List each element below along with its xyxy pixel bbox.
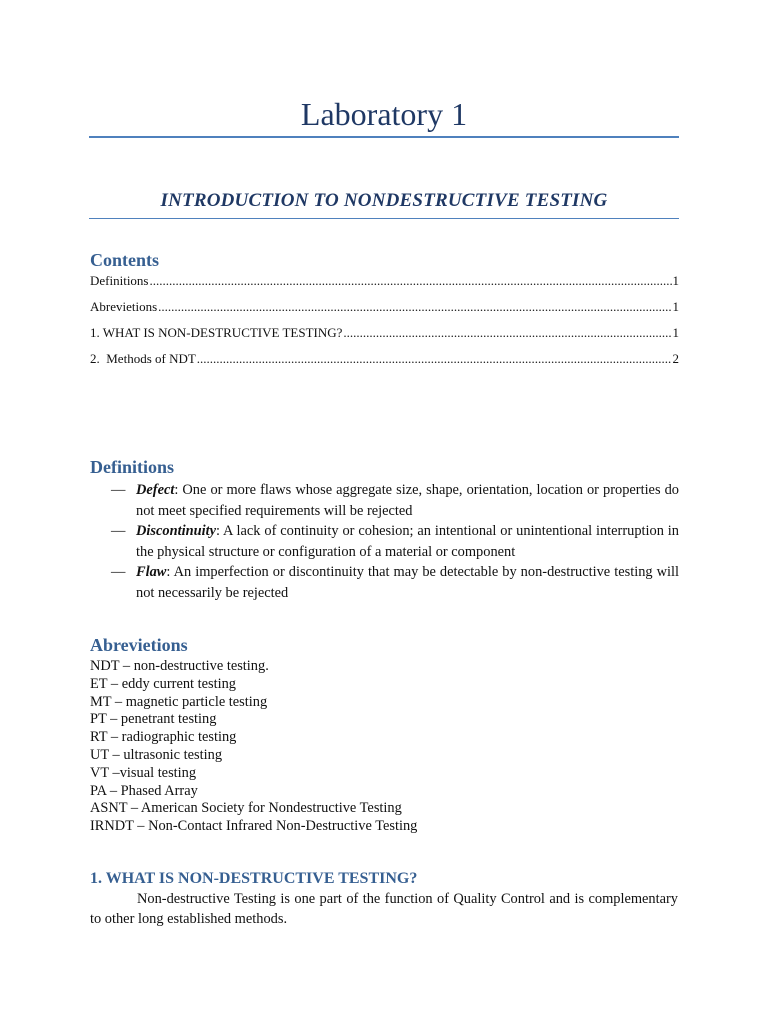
em-dash-bullet: —	[111, 482, 126, 498]
definition-term: Defect	[136, 482, 175, 498]
abbreviation-item: UT – ultrasonic testing	[90, 746, 223, 763]
definition-term: Discontinuity	[136, 523, 216, 540]
toc-entry-label: Definitions	[90, 273, 149, 288]
table-of-contents	[90, 272, 679, 376]
definitions-list	[111, 480, 679, 604]
toc-entry-what-is-ndt[interactable]	[90, 324, 679, 350]
abbreviation-item: MT – magnetic particle testing	[90, 693, 268, 710]
abbreviation-item: NDT – non-destructive testing.	[90, 658, 269, 674]
definition-item	[111, 562, 679, 603]
toc-entry-page: 2	[672, 351, 679, 366]
toc-entry-label: 1. WHAT IS NON-DESTRUCTIVE TESTING?	[90, 325, 343, 340]
abbreviation-item: PT – penetrant testing	[90, 711, 217, 728]
toc-entry-page: 1	[672, 273, 679, 288]
toc-entry-definitions[interactable]	[90, 272, 679, 298]
document-title: Laboratory 1	[300, 96, 468, 132]
abbreviations-list	[90, 658, 679, 836]
document-page	[89, 0, 679, 1024]
toc-entry-page: 1	[672, 325, 679, 340]
definition-text: : An imperfection or discontinuity that may be detectable by non-destructive testing will not necessarily be rejected	[136, 564, 679, 601]
abbreviations-heading: Abrevietions	[90, 635, 188, 655]
toc-leader-dots	[150, 272, 672, 290]
toc-entry-page: 1	[672, 299, 679, 314]
contents-heading: Contents	[90, 250, 160, 270]
abbreviation-item: PA – Phased Array	[90, 782, 198, 799]
abbreviation-item: RT – radiographic testing	[90, 729, 237, 746]
toc-entry-methods-of-ndt[interactable]	[90, 350, 679, 376]
definition-item	[111, 521, 679, 562]
definition-text: : A lack of continuity or cohesion; an intentional or unintentional interruption in the physical structure or configuration of a material or component	[136, 523, 679, 560]
abbreviation-item: VT –visual testing	[90, 764, 197, 781]
em-dash-bullet: —	[111, 564, 126, 581]
toc-leader-dots	[158, 298, 671, 316]
document-subtitle: INTRODUCTION TO NONDESTRUCTIVE TESTING	[160, 190, 608, 211]
toc-entry-abrevietions[interactable]	[90, 298, 679, 324]
subtitle-underline	[89, 218, 679, 219]
title-underline	[89, 136, 679, 138]
toc-entry-label: 2. Methods of NDT	[90, 351, 196, 366]
definition-item	[111, 480, 679, 521]
abbreviation-item: ET – eddy current testing	[90, 675, 237, 692]
toc-entry-label: Abrevietions	[90, 299, 158, 314]
abbreviation-item: IRNDT – Non-Contact Infrared Non-Destructive Testing	[90, 818, 418, 835]
definition-term: Flaw	[136, 564, 167, 581]
em-dash-bullet: —	[111, 523, 126, 540]
toc-leader-dots	[197, 350, 672, 368]
definition-text: : One or more flaws whose aggregate size, shape, orientation, location or properties do not meet specified requirements will be rejected	[136, 482, 679, 519]
section1-paragraph: Non-destructive Testing is one part of the function of Quality Control and is complementary to other long established methods.	[90, 891, 678, 927]
section1-heading: 1. WHAT IS NON-DESTRUCTIVE TESTING?	[90, 870, 418, 887]
abbreviation-item: ASNT – American Society for Nondestructive Testing	[90, 800, 402, 817]
definitions-heading: Definitions	[90, 457, 175, 477]
toc-leader-dots	[343, 324, 671, 342]
